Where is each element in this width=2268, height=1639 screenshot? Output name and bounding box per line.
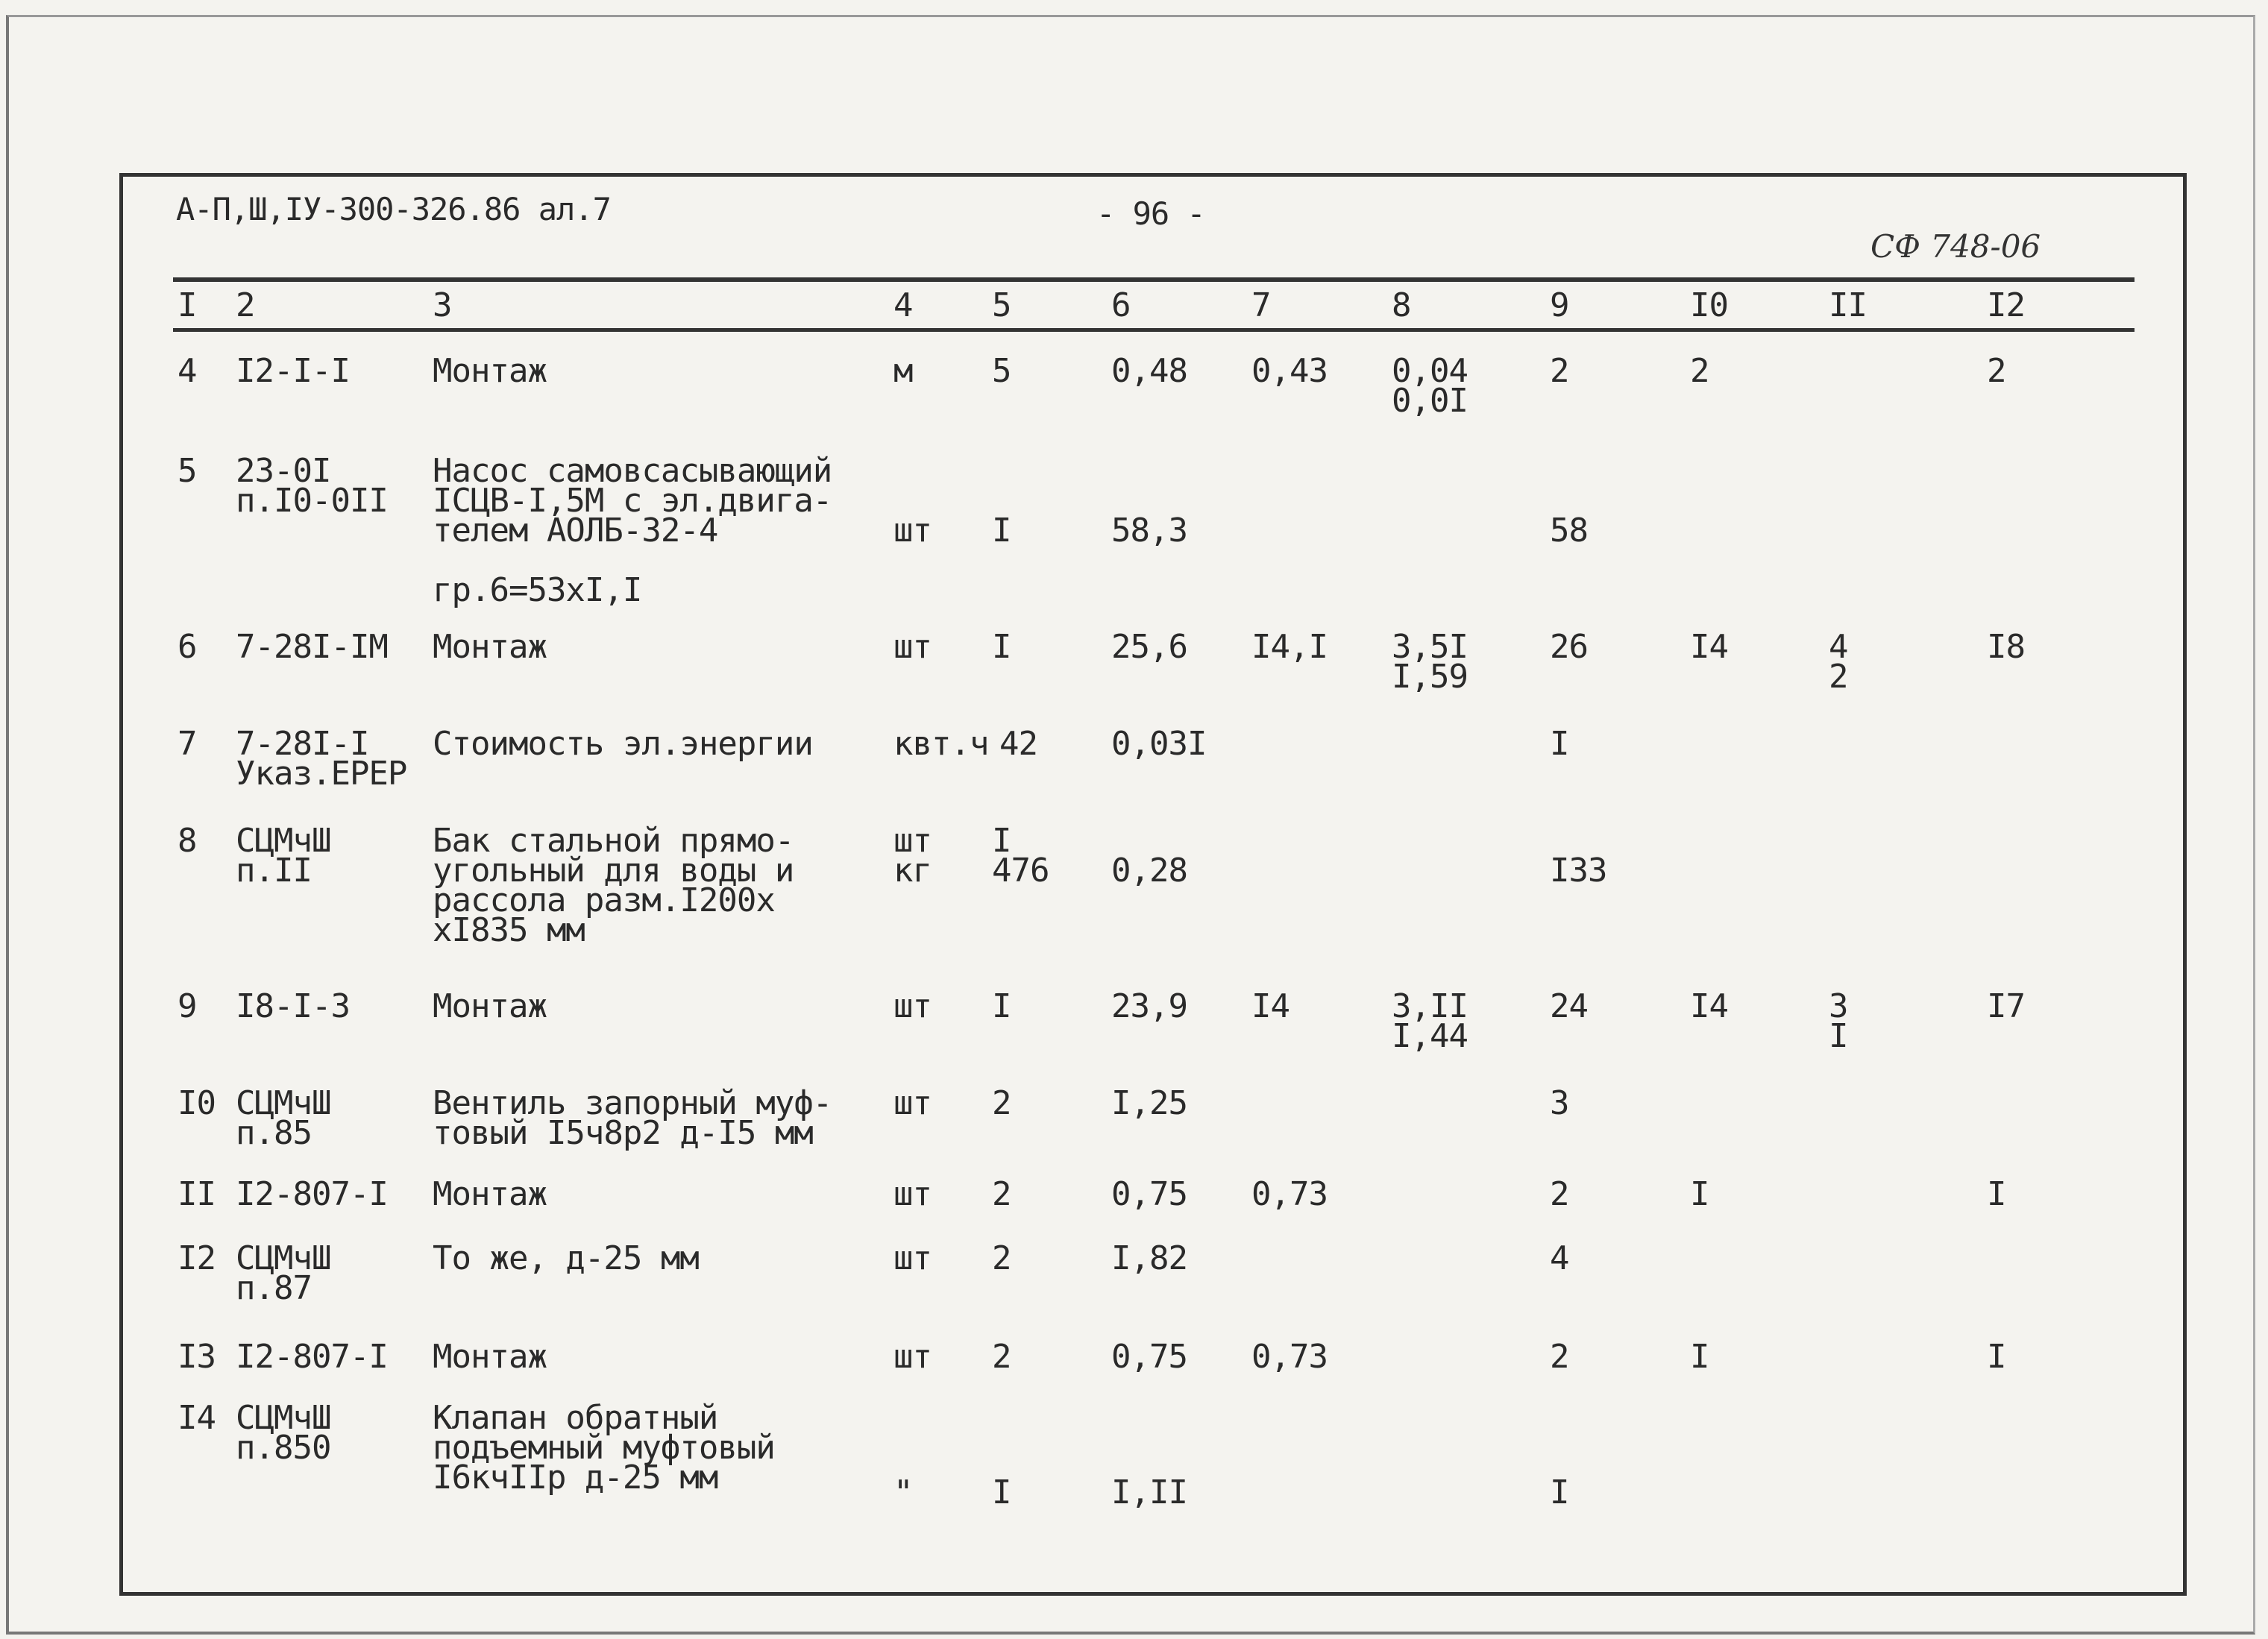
table-cell: 4	[1550, 1239, 1569, 1277]
table-cell: I8	[1987, 628, 2025, 666]
table-cell: I	[992, 628, 1011, 666]
table-cell: I,25	[1111, 1084, 1187, 1122]
table-cell: I	[1550, 1473, 1569, 1511]
table-cell: I4	[1690, 987, 1728, 1025]
table-cell: 58	[1550, 512, 1588, 550]
table-cell: 23,9	[1111, 987, 1187, 1025]
table-cell: 6	[178, 628, 197, 666]
table-cell: Монтаж	[433, 352, 547, 390]
table-cell: СЦМчШ п.87	[236, 1239, 331, 1307]
table-cell: Монтаж	[433, 1175, 547, 1213]
header-rule-bottom	[173, 328, 2135, 332]
column-header: 8	[1392, 286, 1411, 324]
column-header: II	[1829, 286, 1867, 324]
table-cell: I4,I	[1251, 628, 1328, 666]
table-cell: 3,5I I,59	[1392, 628, 1468, 696]
table-cell: 4	[178, 352, 197, 390]
row-note: гр.6=53хI,I	[433, 571, 642, 609]
table-cell: I,82	[1111, 1239, 1187, 1277]
table-cell: I 476	[992, 822, 1049, 890]
table-cell: I3	[178, 1338, 216, 1376]
table-cell: 0,73	[1251, 1338, 1328, 1376]
table-cell: I4	[1251, 987, 1290, 1025]
table-cell: шт	[893, 1239, 932, 1277]
column-header: 2	[236, 286, 255, 324]
column-header: 3	[433, 286, 452, 324]
table-cell: I2	[178, 1239, 216, 1277]
table-cell: СЦМчШ п.85	[236, 1084, 331, 1152]
table-cell: I2-I-I	[236, 352, 350, 390]
column-header: 5	[992, 286, 1011, 324]
table-cell: Вентиль запорный муф- товый I5ч8р2 д-I5 мм	[433, 1084, 832, 1152]
table-cell: СЦМчШ п.II	[236, 822, 331, 890]
table-cell: 2	[1987, 352, 2006, 390]
table-cell: I33	[1550, 852, 1607, 890]
table-cell: I	[992, 987, 1011, 1025]
table-cell: 7-28I-IМ	[236, 628, 388, 666]
table-cell: II	[178, 1175, 216, 1213]
table-cell: 3 I	[1829, 987, 1848, 1055]
table-cell: I2-807-I	[236, 1175, 388, 1213]
document-code: А-П,Ш,IУ-300-326.86 ал.7	[176, 191, 611, 227]
table-cell: "	[893, 1473, 913, 1511]
table-cell: 0,73	[1251, 1175, 1328, 1213]
column-header: 7	[1251, 286, 1271, 324]
table-cell: I4	[178, 1399, 216, 1437]
table-cell: Бак стальной прямо- угольный для воды и рассола разм.I200х хI835 мм	[433, 822, 794, 949]
table-cell: 42	[999, 725, 1037, 763]
table-cell: 0,04 0,0I	[1392, 352, 1468, 420]
table-cell: 2	[992, 1239, 1011, 1277]
table-cell: 0,28	[1111, 852, 1187, 890]
table-cell: 2	[1550, 352, 1569, 390]
table-cell: I	[1987, 1175, 2006, 1213]
table-cell: I	[992, 512, 1011, 550]
table-cell: шт	[893, 1084, 932, 1122]
table-cell: 2	[1690, 352, 1709, 390]
table-cell: 2	[992, 1338, 1011, 1376]
table-cell: 2	[1550, 1175, 1569, 1213]
header-rule-top	[173, 277, 2135, 282]
table-cell: I	[992, 1473, 1011, 1511]
column-header: 6	[1111, 286, 1131, 324]
table-cell: I	[1690, 1175, 1709, 1213]
table-cell: То же, д-25 мм	[433, 1239, 699, 1277]
column-header: 4	[893, 286, 913, 324]
table-cell: 26	[1550, 628, 1588, 666]
table-cell: I0	[178, 1084, 216, 1122]
table-cell: шт	[893, 512, 932, 550]
table-cell: шт кг	[893, 822, 932, 890]
page-number: - 96 -	[1096, 195, 1205, 232]
table-cell: 25,6	[1111, 628, 1187, 666]
table-cell: 0,43	[1251, 352, 1328, 390]
table-cell: 5	[992, 352, 1011, 390]
table-cell: 7-28I-I Указ.ЕРЕР	[236, 725, 407, 793]
table-cell: шт	[893, 987, 932, 1025]
column-header: I2	[1987, 286, 2025, 324]
table-cell: 3,II I,44	[1392, 987, 1468, 1055]
table-cell: I	[1690, 1338, 1709, 1376]
table-cell: I8-I-3	[236, 987, 350, 1025]
table-cell: 0,75	[1111, 1175, 1187, 1213]
table-cell: СЦМчШ п.850	[236, 1399, 331, 1467]
archive-stamp: СФ 748-06	[1870, 228, 2041, 265]
table-cell: шт	[893, 628, 932, 666]
table-cell: 7	[178, 725, 197, 763]
table-cell: Монтаж	[433, 1338, 547, 1376]
table-cell: I	[1550, 725, 1569, 763]
column-header: 9	[1550, 286, 1569, 324]
table-cell: I	[1987, 1338, 2006, 1376]
table-cell: м	[893, 352, 913, 390]
table-cell: I7	[1987, 987, 2025, 1025]
table-cell: 2	[992, 1175, 1011, 1213]
column-header: I0	[1690, 286, 1728, 324]
table-cell: 9	[178, 987, 197, 1025]
table-cell: 4 2	[1829, 628, 1848, 696]
column-header: I	[178, 286, 197, 324]
table-cell: 2	[1550, 1338, 1569, 1376]
table-cell: Насос самовсасывающий IСЦВ-I,5М с эл.двига- телем АОЛБ-32-4	[433, 452, 832, 550]
table-cell: 2	[992, 1084, 1011, 1122]
table-cell: Клапан обратный подъемный муфтовый I6кчIIр д-25 мм	[433, 1399, 775, 1497]
table-cell: квт.ч	[893, 725, 989, 763]
table-cell: 58,3	[1111, 512, 1187, 550]
table-cell: Монтаж	[433, 628, 547, 666]
table-cell: Стоимость эл.энергии	[433, 725, 813, 763]
table-cell: шт	[893, 1338, 932, 1376]
table-cell: 5	[178, 452, 197, 490]
table-cell: I2-807-I	[236, 1338, 388, 1376]
table-cell: 3	[1550, 1084, 1569, 1122]
table-cell: Монтаж	[433, 987, 547, 1025]
table-cell: 0,48	[1111, 352, 1187, 390]
table-cell: шт	[893, 1175, 932, 1213]
table-cell: 24	[1550, 987, 1588, 1025]
table-cell: 23-0I п.I0-0II	[236, 452, 388, 520]
table-cell: 0,03I	[1111, 725, 1207, 763]
table-cell: I,II	[1111, 1473, 1187, 1511]
table-cell: 8	[178, 822, 197, 860]
table-cell: I4	[1690, 628, 1728, 666]
table-cell: 0,75	[1111, 1338, 1187, 1376]
